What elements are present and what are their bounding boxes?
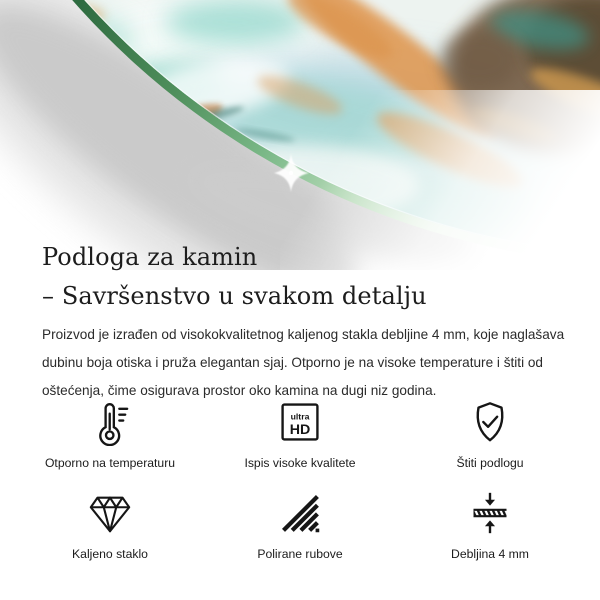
feature-label: Kaljeno staklo — [72, 547, 148, 561]
svg-text:ultra: ultra — [290, 411, 310, 422]
thickness-icon — [468, 487, 512, 539]
feature-print-quality — [205, 396, 395, 470]
thermometer-icon — [87, 396, 134, 448]
feature-label: Polirane rubove — [257, 547, 343, 561]
feature-thickness — [395, 487, 585, 561]
diamond-icon — [87, 487, 133, 539]
polished-edges-icon — [278, 487, 322, 539]
page-title — [42, 238, 582, 316]
feature-label: Otporno na temperaturu — [44, 456, 176, 470]
page-title-line2: – Savršenstvo u svakom detalju — [42, 282, 427, 311]
feature-label: Ispis visoke kvalitete — [244, 456, 356, 470]
shield-check-icon — [467, 396, 513, 448]
product-description: Proizvod je izrađen od visokokvalitetnog kaljenog stakla debljine 4 mm, koje naglašava dubinu boja otiska i pruža elegantan sjaj. Otporno je na visoke temperature i štiti od oštećenja, čime osigurava prostor oko kamina na dugi niz godina. — [42, 326, 565, 398]
ultra-hd-icon — [278, 396, 322, 448]
features-grid — [15, 396, 585, 561]
feature-label: Debljina 4 mm — [451, 547, 529, 561]
feature-tempered-glass — [15, 487, 205, 561]
feature-temperature — [15, 396, 205, 470]
feature-polished-edges — [205, 487, 395, 561]
page-title-line1: Podloga za kamin — [42, 243, 258, 272]
product-image — [0, 0, 600, 270]
svg-text:HD: HD — [289, 421, 311, 438]
feature-protects — [395, 396, 585, 470]
feature-label: Štiti podlogu — [456, 456, 524, 470]
